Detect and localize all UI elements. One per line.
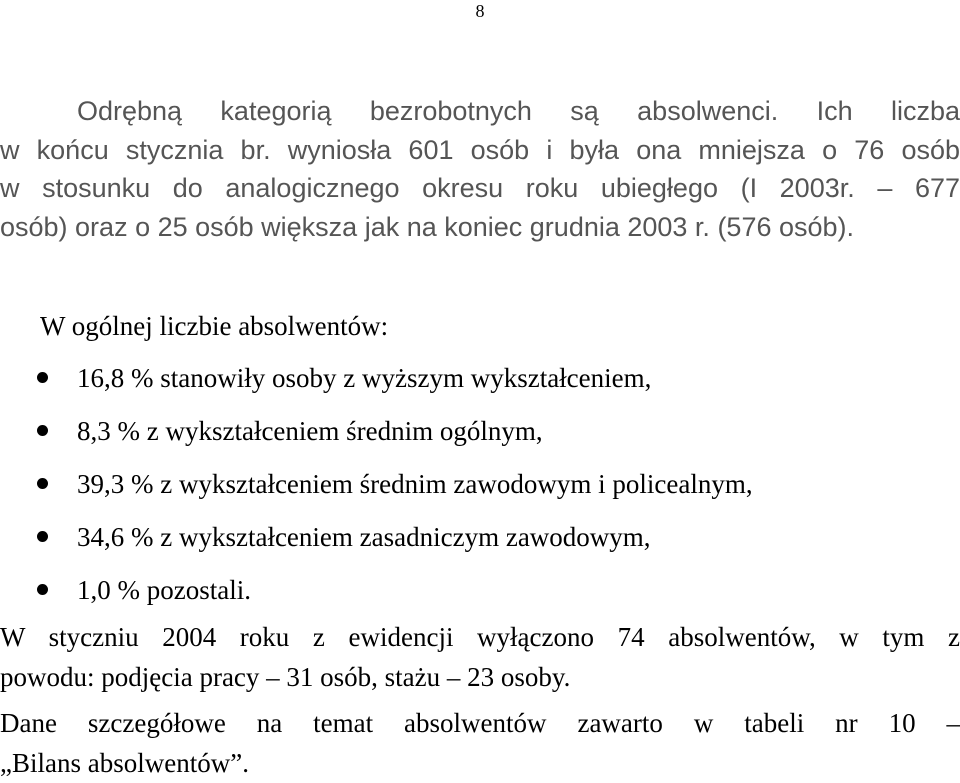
list-item	[0, 360, 753, 413]
paragraph-line: w stosunku do analogicznego okresu roku ubiegłego (I 2003r. – 677	[0, 173, 960, 203]
education-breakdown-list	[0, 360, 753, 625]
list-item	[0, 413, 753, 466]
bullet-icon	[37, 584, 48, 595]
list-item	[0, 466, 753, 519]
bullet-icon	[37, 478, 48, 489]
bullet-intro: W ogólnej liczbie absolwentów:	[40, 311, 389, 341]
list-item-text: 1,0 % pozostali.	[77, 575, 251, 605]
paragraph-line: powodu: podjęcia pracy – 31 osób, stażu – 23 osoby.	[0, 662, 571, 692]
paragraph-line: Dane szczegółowe na temat absolwentów zawarto w tabeli nr 10 –	[0, 708, 960, 738]
bullet-icon	[37, 425, 48, 436]
bullet-icon	[37, 531, 48, 542]
list-item	[0, 519, 753, 572]
paragraph-line: „Bilans absolwentów”.	[0, 748, 249, 778]
paragraph-line: W styczniu 2004 roku z ewidencji wyłączono 74 absolwentów, w tym z	[0, 622, 960, 652]
paragraph-table-reference	[0, 703, 960, 783]
list-item-text: 34,6 % z wykształceniem zasadniczym zawodowym,	[77, 522, 651, 552]
paragraph-graduates-count	[0, 92, 960, 246]
list-item-text: 16,8 % stanowiły osoby z wyższym wykształceniem,	[77, 363, 652, 393]
paragraph-line: Odrębną kategorią bezrobotnych są absolwenci. Ich liczba	[77, 96, 960, 126]
paragraph-line: osób) oraz o 25 osób większa jak na koniec grudnia 2003 r. (576 osób).	[0, 211, 855, 242]
bullet-icon	[37, 372, 48, 383]
list-item-text: 39,3 % z wykształceniem średnim zawodowym i policealnym,	[77, 469, 753, 499]
list-item-text: 8,3 % z wykształceniem średnim ogólnym,	[77, 416, 543, 446]
paragraph-removed-graduates	[0, 617, 960, 697]
page-number: 8	[475, 1, 485, 21]
paragraph-line: w końcu stycznia br. wyniosła 601 osób i była ona mniejsza o 76 osób	[0, 134, 960, 165]
